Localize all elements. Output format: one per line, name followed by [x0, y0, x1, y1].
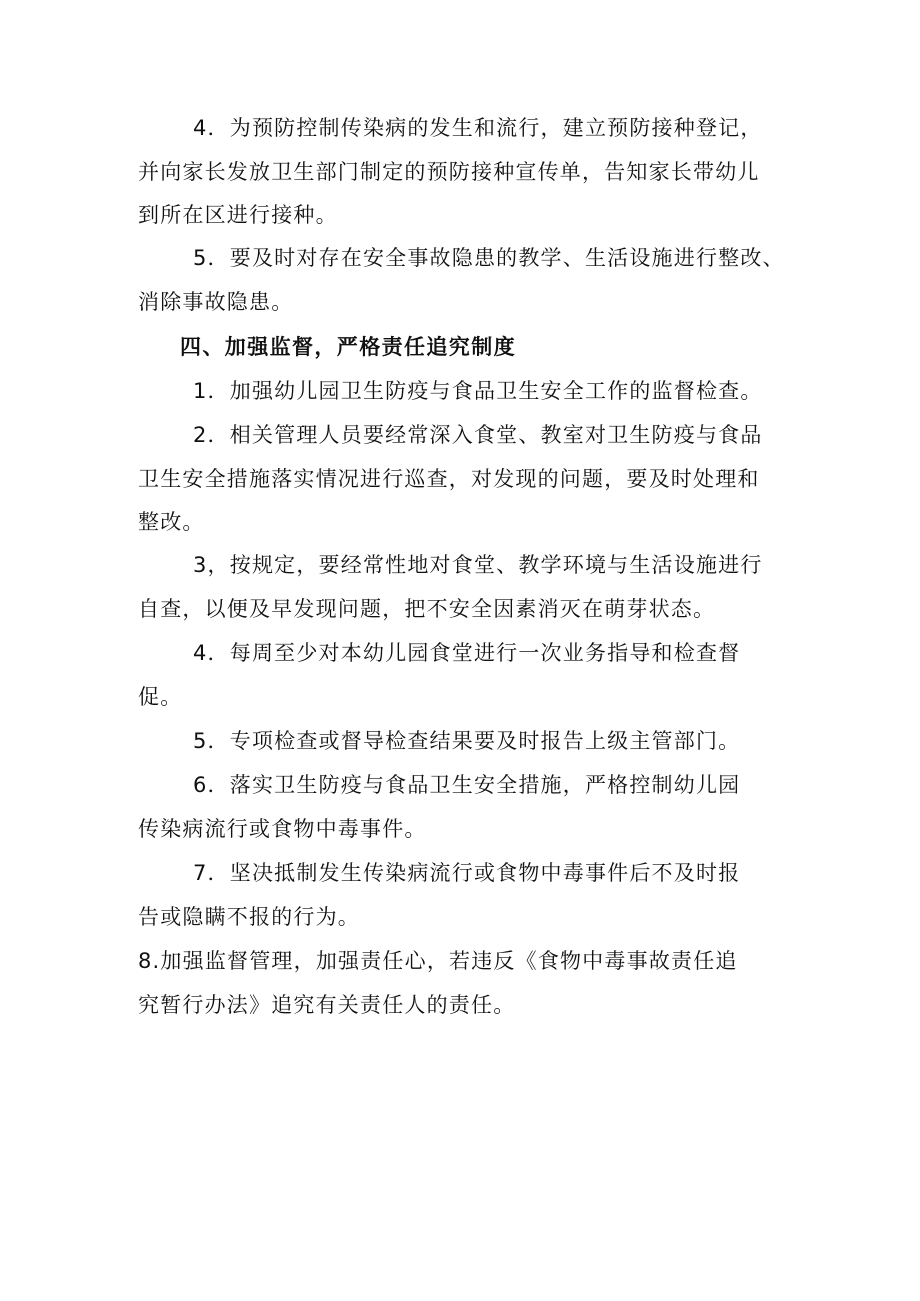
section4-item-8-line-1: 8.加强监督管理，加强责任心，若违反《食物中毒事故责任追	[138, 949, 738, 973]
item-4-line-1: 4．为预防控制传染病的发生和流行，建立预防接种登记，	[193, 116, 763, 140]
section4-item-6-line-1: 6．落实卫生防疫与食品卫生安全措施，严格控制幼儿园	[193, 773, 741, 797]
section4-item-6-line-2: 传染病流行或食物中毒事件。	[138, 817, 427, 841]
section4-item-3-line-1: 3，按规定，要经常性地对食堂、教学环境与生活设施进行	[193, 553, 763, 577]
section4-item-8-line-2: 究暂行办法》追究有关责任人的责任。	[138, 993, 516, 1017]
section4-item-1: 1．加强幼儿园卫生防疫与食品卫生安全工作的监督检查。	[193, 379, 763, 403]
section4-item-5: 5．专项检查或督导检查结果要及时报告上级主管部门。	[193, 729, 741, 753]
section-heading: 四、加强监督，严格责任追究制度	[180, 335, 516, 359]
item-5-line-2: 消除事故隐患。	[138, 290, 294, 314]
section4-item-2-line-1: 2．相关管理人员要经常深入食堂、教室对卫生防疫与食品	[193, 423, 763, 447]
item-5-line-1: 5．要及时对存在安全事故隐患的教学、生活设施进行整改、	[193, 246, 785, 270]
section4-item-2-line-3: 整改。	[138, 510, 205, 534]
section4-item-4-line-2: 促。	[138, 685, 183, 709]
section4-item-7-line-2: 告或隐瞒不报的行为。	[138, 905, 360, 929]
section4-item-2-line-2: 卫生安全措施落实情况进行巡查，对发现的问题，要及时处理和	[138, 467, 760, 491]
item-4-line-3: 到所在区进行接种。	[138, 203, 338, 227]
section4-item-3-line-2: 自查，以便及早发现问题，把不安全因素消灭在萌芽状态。	[138, 597, 716, 621]
section4-item-4-line-1: 4．每周至少对本幼儿园食堂进行一次业务指导和检查督	[193, 641, 741, 665]
item-4-line-2: 并向家长发放卫生部门制定的预防接种宣传单，告知家长带幼儿	[138, 160, 760, 184]
section4-item-7-line-1: 7．坚决抵制发生传染病流行或食物中毒事件后不及时报	[193, 861, 741, 885]
